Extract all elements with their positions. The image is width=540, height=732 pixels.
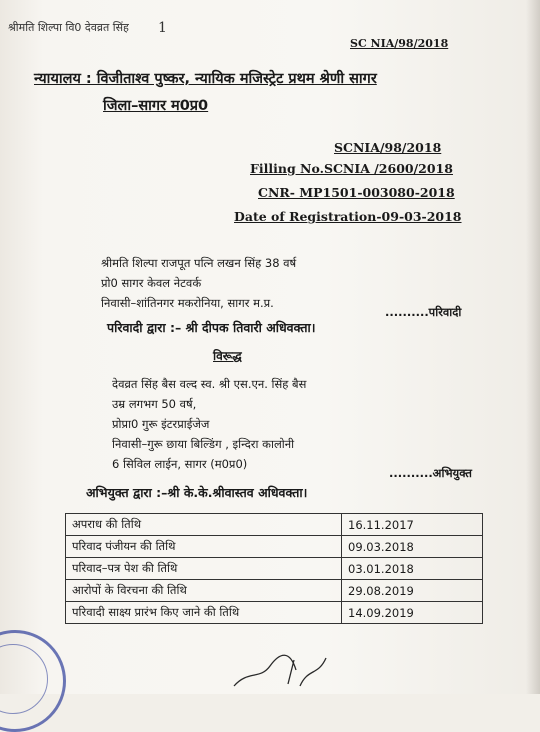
court-title-line2: जिला–सागर म0प्र0 xyxy=(103,98,209,114)
accused-line: उम्र लगभग 50 वर्ष, xyxy=(112,397,197,411)
accused-role: ..........अभियुक्त xyxy=(389,466,472,480)
page-number: 1 xyxy=(158,20,167,36)
table-row xyxy=(66,558,483,580)
complainant-role: ..........परिवादी xyxy=(385,305,462,319)
date-value: 16.11.2017 xyxy=(342,514,483,536)
versus-label: विरूद्ध xyxy=(213,349,242,363)
table-row xyxy=(66,580,483,602)
case-number-top: SC NIA/98/2018 xyxy=(350,37,449,50)
date-value: 14.09.2019 xyxy=(342,602,483,624)
accused-line: प्रोप्रा0 गुरू इंटरप्राईजेज xyxy=(112,417,210,431)
complainant-line: प्रो0 सागर केवल नेटवर्क xyxy=(101,276,202,290)
accused-line: देवव्रत सिंह बैस वल्द स्व. श्री एस.एन. सिंह बैस xyxy=(112,377,307,391)
filing-number: Filling No.SCNIA /2600/2018 xyxy=(250,161,453,176)
complainant-block xyxy=(101,253,296,313)
date-label: अपराध की तिथि xyxy=(66,514,342,536)
table-row xyxy=(66,536,483,558)
complainant-line: निवासी–शांतिनगर मकरोनिया, सागर म.प्र. xyxy=(101,296,274,310)
date-label: परिवाद पंजीयन की तिथि xyxy=(66,536,342,558)
date-label: परिवादी साक्ष्य प्रारंभ किए जाने की तिथि xyxy=(66,602,342,624)
table-row xyxy=(66,602,483,624)
date-label: आरोपों के विरचना की तिथि xyxy=(66,580,342,602)
table-row xyxy=(66,514,483,536)
accused-line: निवासी–गुरू छाया बिल्डिंग , इन्दिरा कालोनी xyxy=(112,437,295,451)
signature-mark xyxy=(230,640,340,694)
court-title-line1: न्यायालय : विजीताश्व पुष्कर, न्यायिक मजिस्ट्रेट प्रथम श्रेणी सागर xyxy=(34,71,377,87)
accused-line: 6 सिविल लाईन, सागर (म0प्र0) xyxy=(112,457,248,471)
header-party-name: श्रीमति शिल्पा वि0 देवव्रत सिंह xyxy=(8,21,129,34)
complainant-line: श्रीमति शिल्पा राजपूत पत्नि लखन सिंह 38 वर्ष xyxy=(101,256,297,270)
cnr-number: CNR- MP1501-003080-2018 xyxy=(258,185,455,200)
accused-advocate: अभियुक्त द्वारा :–श्री के.के.श्रीवास्तव अधिवक्ता। xyxy=(86,485,308,500)
date-value: 03.01.2018 xyxy=(342,558,483,580)
dates-table xyxy=(65,513,483,624)
page-edge-shadow xyxy=(526,0,540,694)
case-number: SCNIA/98/2018 xyxy=(334,140,442,155)
registration-date: Date of Registration-09-03-2018 xyxy=(234,209,462,224)
complainant-advocate: परिवादी द्वारा :– श्री दीपक तिवारी अधिवक्ता। xyxy=(107,320,316,335)
date-value: 09.03.2018 xyxy=(342,536,483,558)
accused-block xyxy=(112,374,306,474)
date-label: परिवाद–पत्र पेश की तिथि xyxy=(66,558,342,580)
date-value: 29.08.2019 xyxy=(342,580,483,602)
